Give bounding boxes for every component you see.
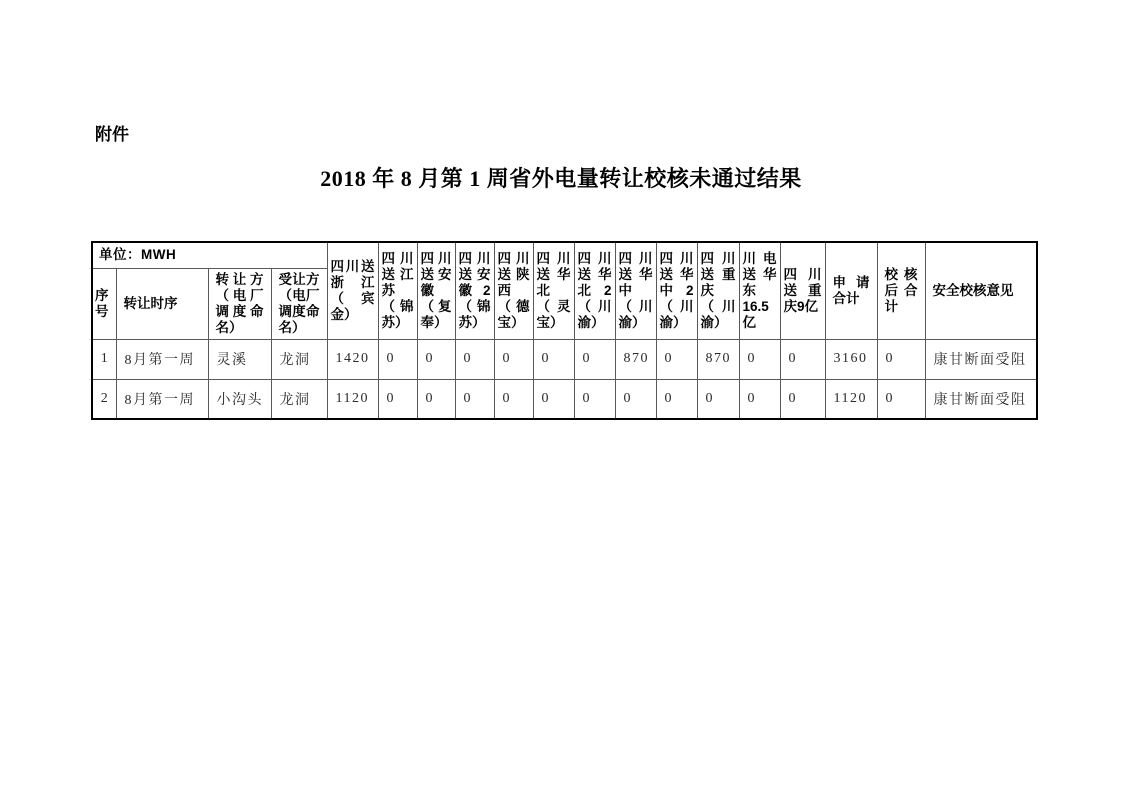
cell-r2-c0: 2 — [92, 379, 116, 419]
cell-r2-c2: 小沟头 — [208, 379, 271, 419]
cell-r1-c18: 康甘断面受阻 — [925, 339, 1037, 379]
cell-r1-c4: 1420 — [327, 339, 378, 379]
col-header-17: 校核后合计 — [877, 242, 925, 339]
col-header-3: 受让方（电厂调度命名） — [271, 268, 327, 339]
unit-row — [92, 242, 1037, 268]
cell-r2-c3: 龙洞 — [271, 379, 327, 419]
col-header-2: 转让方（电厂调度命名） — [208, 268, 271, 339]
col-header-1: 转让时序 — [116, 268, 208, 339]
cell-r2-c18: 康甘断面受阻 — [925, 379, 1037, 419]
cell-r1-c6: 0 — [417, 339, 455, 379]
cell-r2-c15: 0 — [780, 379, 825, 419]
cell-r1-c8: 0 — [494, 339, 533, 379]
col-header-10: 四川送华北2（川渝） — [574, 242, 615, 339]
page-title: 2018 年 8 月第 1 周省外电量转让校核未通过结果 — [320, 166, 802, 191]
table-row-1 — [92, 339, 1037, 379]
cell-r2-c13: 0 — [697, 379, 739, 419]
unit-label: 单位：MWH — [92, 242, 327, 268]
cell-r1-c10: 0 — [574, 339, 615, 379]
cell-r1-c5: 0 — [378, 339, 417, 379]
col-header-18: 安全校核意见 — [925, 242, 1037, 339]
attachment-label: 附件 — [95, 125, 129, 144]
col-header-5: 四川送江苏（锦苏） — [378, 242, 417, 339]
cell-r1-c14: 0 — [739, 339, 780, 379]
cell-r2-c7: 0 — [455, 379, 494, 419]
cell-r1-c11: 870 — [615, 339, 656, 379]
cell-r2-c8: 0 — [494, 379, 533, 419]
cell-r1-c9: 0 — [533, 339, 574, 379]
col-header-12: 四川送华中2（川渝） — [656, 242, 697, 339]
cell-r1-c3: 龙洞 — [271, 339, 327, 379]
col-header-15: 四川送重庆9亿 — [780, 242, 825, 339]
col-header-13: 四川送重庆（川渝） — [697, 242, 739, 339]
cell-r2-c11: 0 — [615, 379, 656, 419]
cell-r2-c1: 8月第一周 — [116, 379, 208, 419]
cell-r2-c17: 0 — [877, 379, 925, 419]
cell-r1-c12: 0 — [656, 339, 697, 379]
col-header-6: 四川送安徽（复奉） — [417, 242, 455, 339]
cell-r1-c17: 0 — [877, 339, 925, 379]
col-header-4: 四川送浙江（宾金） — [327, 242, 378, 339]
cell-r2-c6: 0 — [417, 379, 455, 419]
cell-r2-c12: 0 — [656, 379, 697, 419]
cell-r1-c7: 0 — [455, 339, 494, 379]
col-header-14: 川电送华东16.5亿 — [739, 242, 780, 339]
cell-r2-c16: 1120 — [825, 379, 877, 419]
table-header — [92, 242, 1037, 339]
results-table — [91, 241, 1038, 420]
col-header-9: 四川送华北（灵宝） — [533, 242, 574, 339]
cell-r2-c10: 0 — [574, 379, 615, 419]
cell-r2-c5: 0 — [378, 379, 417, 419]
col-header-7: 四川送安徽2（锦苏） — [455, 242, 494, 339]
cell-r1-c2: 灵溪 — [208, 339, 271, 379]
col-header-11: 四川送华中（川渝） — [615, 242, 656, 339]
cell-r1-c1: 8月第一周 — [116, 339, 208, 379]
col-header-8: 四川送陕西（德宝） — [494, 242, 533, 339]
cell-r1-c15: 0 — [780, 339, 825, 379]
col-header-16: 申请合计 — [825, 242, 877, 339]
table-body — [92, 339, 1037, 419]
col-header-0: 序号 — [92, 268, 116, 339]
table-row-2 — [92, 379, 1037, 419]
cell-r1-c16: 3160 — [825, 339, 877, 379]
cell-r2-c9: 0 — [533, 379, 574, 419]
cell-r2-c4: 1120 — [327, 379, 378, 419]
cell-r2-c14: 0 — [739, 379, 780, 419]
cell-r1-c0: 1 — [92, 339, 116, 379]
cell-r1-c13: 870 — [697, 339, 739, 379]
